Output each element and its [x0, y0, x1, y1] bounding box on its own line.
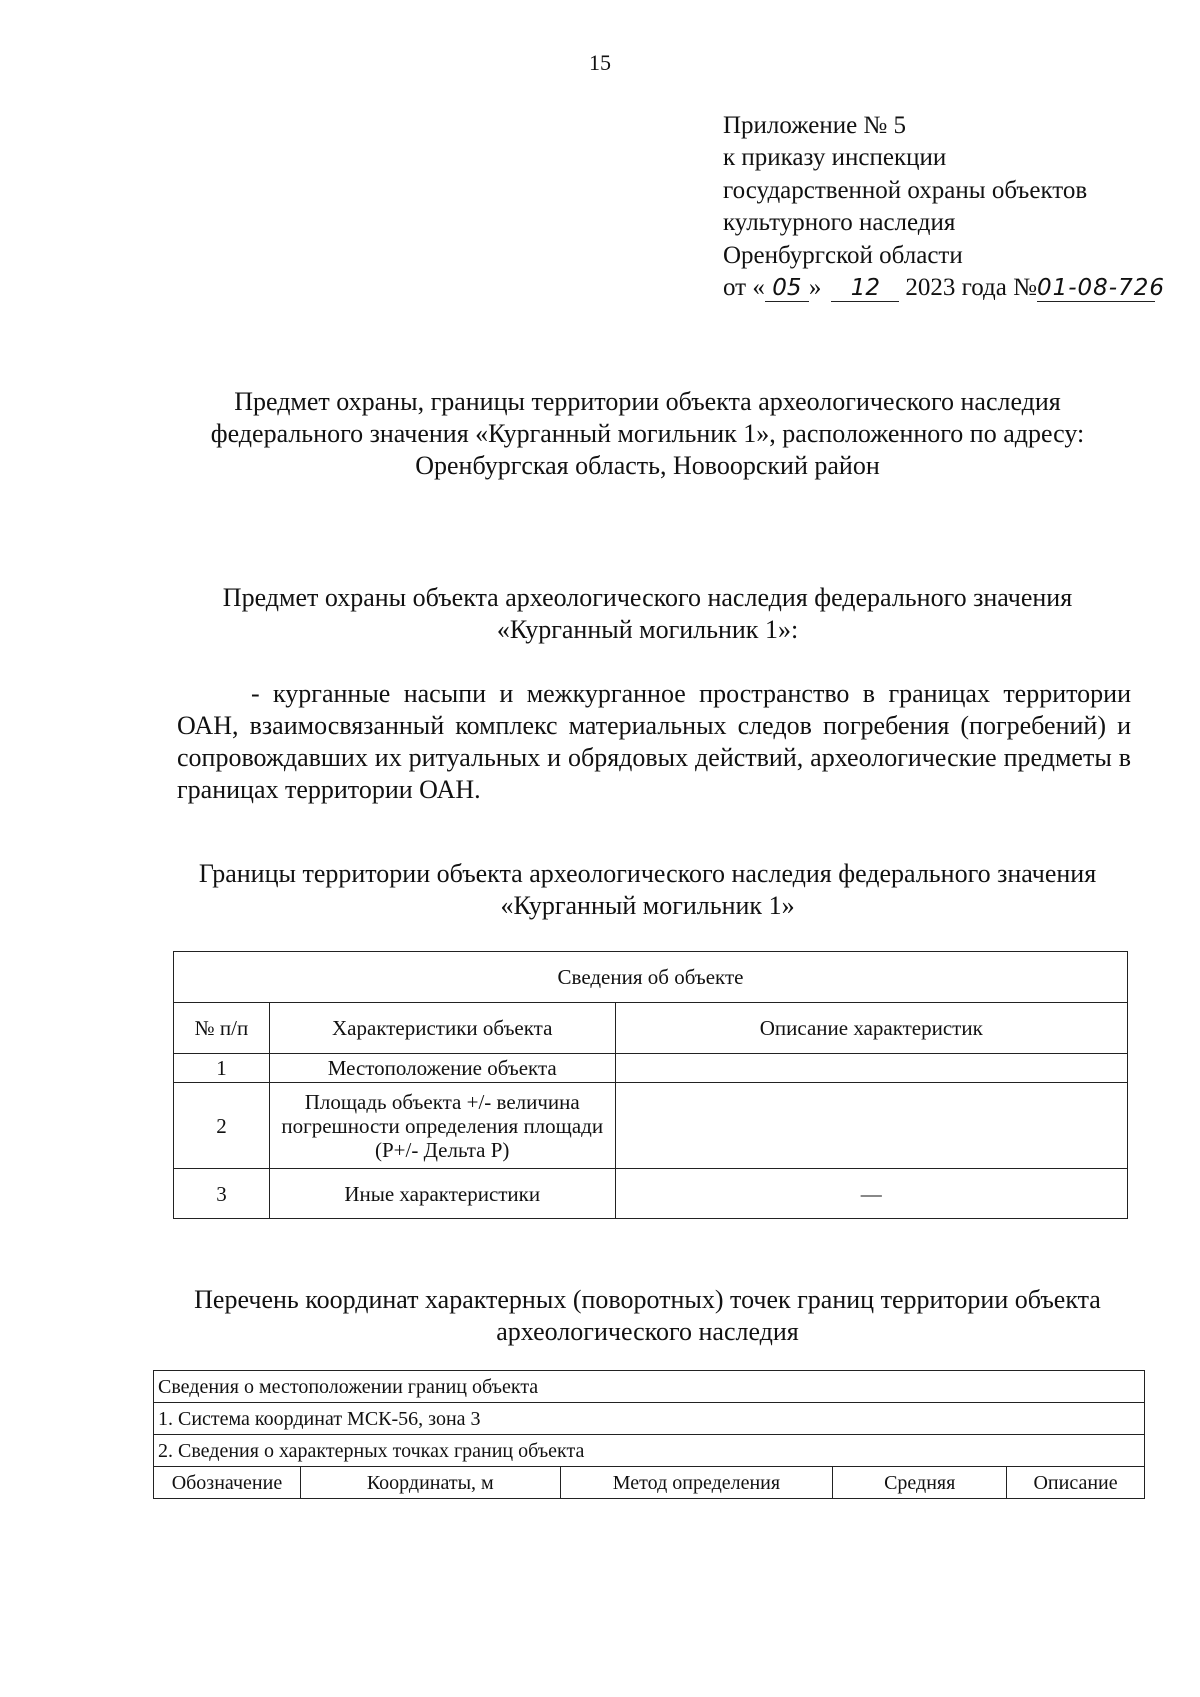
- appendix-date-line: [723, 272, 1165, 304]
- table-header: Средняя: [833, 1467, 1007, 1499]
- appendix-line: к приказу инспекции: [723, 144, 947, 172]
- table-cell: Местоположение объекта: [269, 1054, 615, 1083]
- subject-heading: Предмет охраны объекта археологического наследия федерального значения «Курганный могильник 1»:: [222, 583, 1073, 644]
- appendix-line: Приложение № 5: [723, 112, 907, 139]
- page-number: 15: [589, 50, 611, 75]
- table-cell: Площадь объекта +/- величина погрешности определения площади (P+/- Дельта P): [269, 1083, 615, 1169]
- table-cell: —: [615, 1169, 1127, 1219]
- table-cell: 1. Система координат МСК-56, зона 3: [154, 1403, 1145, 1435]
- appendix-block: [723, 110, 1165, 304]
- table-cell: [615, 1083, 1127, 1169]
- coordinates-heading: Перечень координат характерных (поворотных) точек границ территории объекта археологического наследия: [194, 1285, 1101, 1346]
- subject-text: - курганные насыпи и межкурганное пространство в границах территории ОАН, взаимосвязанный комплекс материальных следов погребения (погребений) и сопровождавших их ритуальных и обрядовых действий, археологические предметы в границах территории ОАН.: [177, 679, 1131, 804]
- table-cell: 3: [174, 1169, 270, 1219]
- handwritten-month: 12: [831, 275, 899, 302]
- table-cell: 2. Сведения о характерных точках границ объекта: [154, 1435, 1145, 1467]
- object-info-table: [173, 951, 1128, 1219]
- handwritten-day: 05: [765, 275, 809, 302]
- table-caption: Сведения об объекте: [174, 952, 1128, 1003]
- appendix-line: государственной охраны объектов: [723, 176, 1088, 204]
- table-header: Характеристики объекта: [269, 1003, 615, 1054]
- table-cell: 1: [174, 1054, 270, 1083]
- boundaries-heading: Границы территории объекта археологического наследия федерального значения «Курганный могильник 1»: [198, 859, 1097, 920]
- document-title: Предмет охраны, границы территории объекта археологического наследия федерального значения «Курганный могильник 1», расположенного по адресу: Оренбургская область, Новоорский район: [210, 387, 1085, 480]
- table-header: Описание: [1007, 1467, 1145, 1499]
- appendix-line: Оренбургской области: [723, 241, 963, 269]
- date-year: 2023 года №: [905, 274, 1037, 302]
- table-header: Обозначение: [154, 1467, 301, 1499]
- appendix-line: культурного наследия: [723, 209, 956, 237]
- handwritten-order-number: 01-08-726: [1036, 275, 1165, 302]
- table-cell: [615, 1054, 1127, 1083]
- table-header: № п/п: [174, 1003, 270, 1054]
- coordinates-table: [153, 1370, 1145, 1499]
- table-row: [174, 1054, 1128, 1083]
- table-header: Описание характеристик: [615, 1003, 1127, 1054]
- table-cell: Иные характеристики: [269, 1169, 615, 1219]
- date-mid: »: [808, 274, 822, 302]
- table-cell: 2: [174, 1083, 270, 1169]
- table-header: Метод определения: [560, 1467, 833, 1499]
- table-header: Координаты, м: [300, 1467, 560, 1499]
- table-row: [174, 1169, 1128, 1219]
- table-row: [174, 1083, 1128, 1169]
- table-cell: Сведения о местоположении границ объекта: [154, 1371, 1145, 1403]
- date-prefix: от «: [723, 274, 765, 302]
